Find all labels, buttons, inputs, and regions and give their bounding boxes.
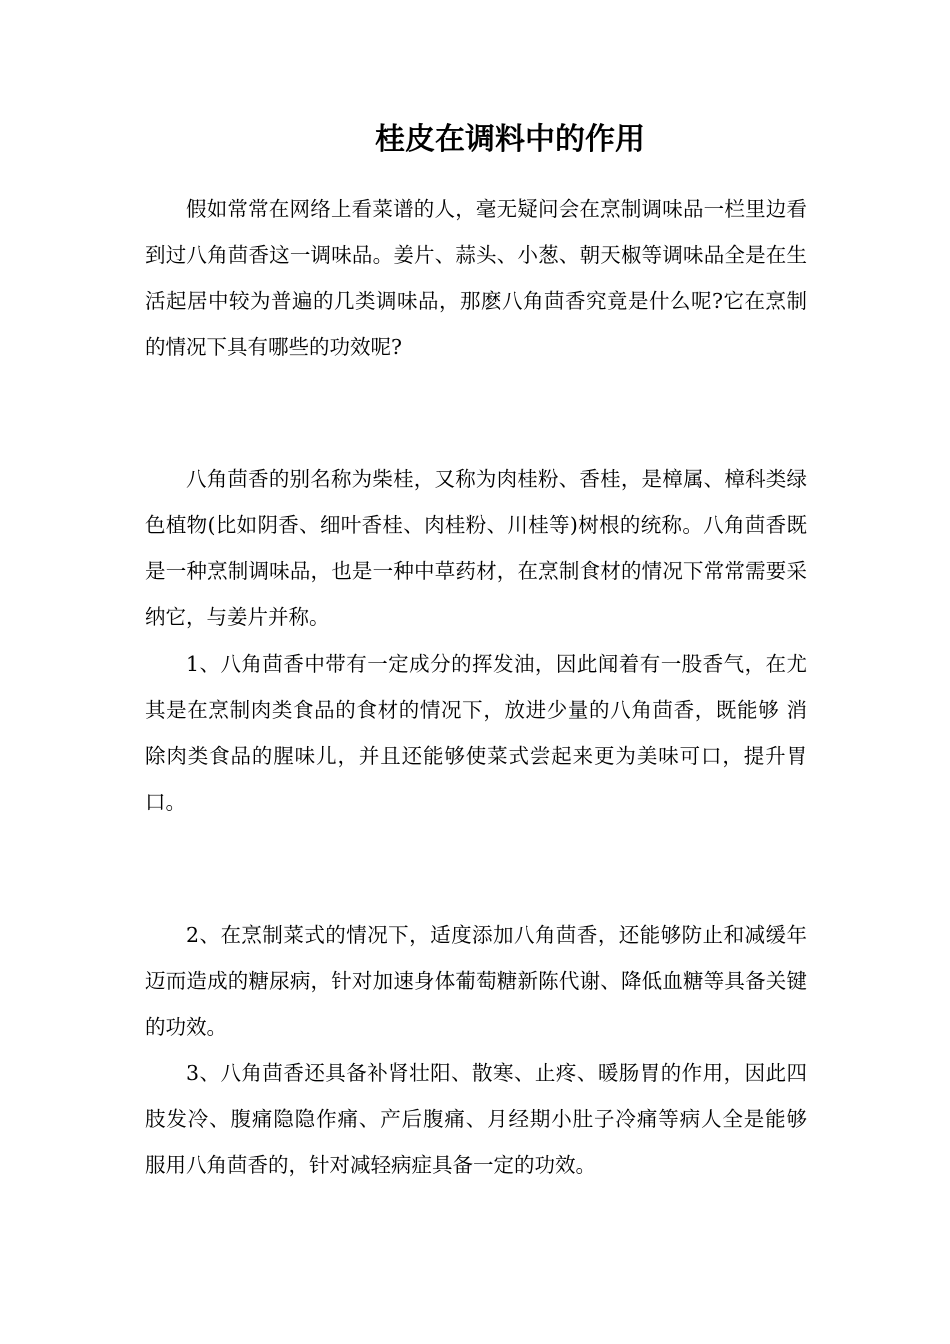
paragraph-point-1: 1、八角茴香中带有一定成分的挥发油，因此闻着有一股香气，在尤其是在烹制肉类食品的食材的情况下，放进少量的八角茴香，既能够 消除肉类食品的腥味儿，并且还能够使菜式尝起来更为美味可口，提升胃口。 (145, 652, 807, 814)
paragraph-point-3: 3、八角茴香还具备补肾壮阳、散寒、止疼、暖肠胃的作用，因此四肢发冷、腹痛隐隐作痛、产后腹痛、月经期小肚子冷痛等病人全是能够 服用八角茴香的，针对减轻病症具备一定的功效。 (145, 1061, 807, 1177)
paragraph-intro: 假如常常在网络上看菜谱的人，毫无疑问会在烹制调味品一栏里边看到过八角茴香这一调味品。姜片、蒜头、小葱、朝天椒等调味品全是在生活起居中较为普遍的几类调味品，那麽八角茴香究竟是什么呢?它在烹制的情况下具有哪些的功效呢? (145, 197, 807, 359)
paragraph-point-2: 2、在烹制菜式的情况下，适度添加八角茴香，还能够防止和减缓年迈而造成的糖尿病，针对加速身体葡萄糖新陈代谢、降低血糖等具备关键的功效。 (145, 923, 807, 1039)
document-title: 桂皮在调料中的作用 (375, 122, 645, 157)
paragraph-definition: 八角茴香的别名称为柴桂，又称为肉桂粉、香桂，是樟属、樟科类绿色植物(比如阴香、细叶香桂、肉桂粉、川桂等)树根的统称。八角茴香既是一种烹制调味品，也是一种中草药材，在烹制食材的情况下常常需要采纳它，与姜片并称。 (145, 467, 807, 629)
